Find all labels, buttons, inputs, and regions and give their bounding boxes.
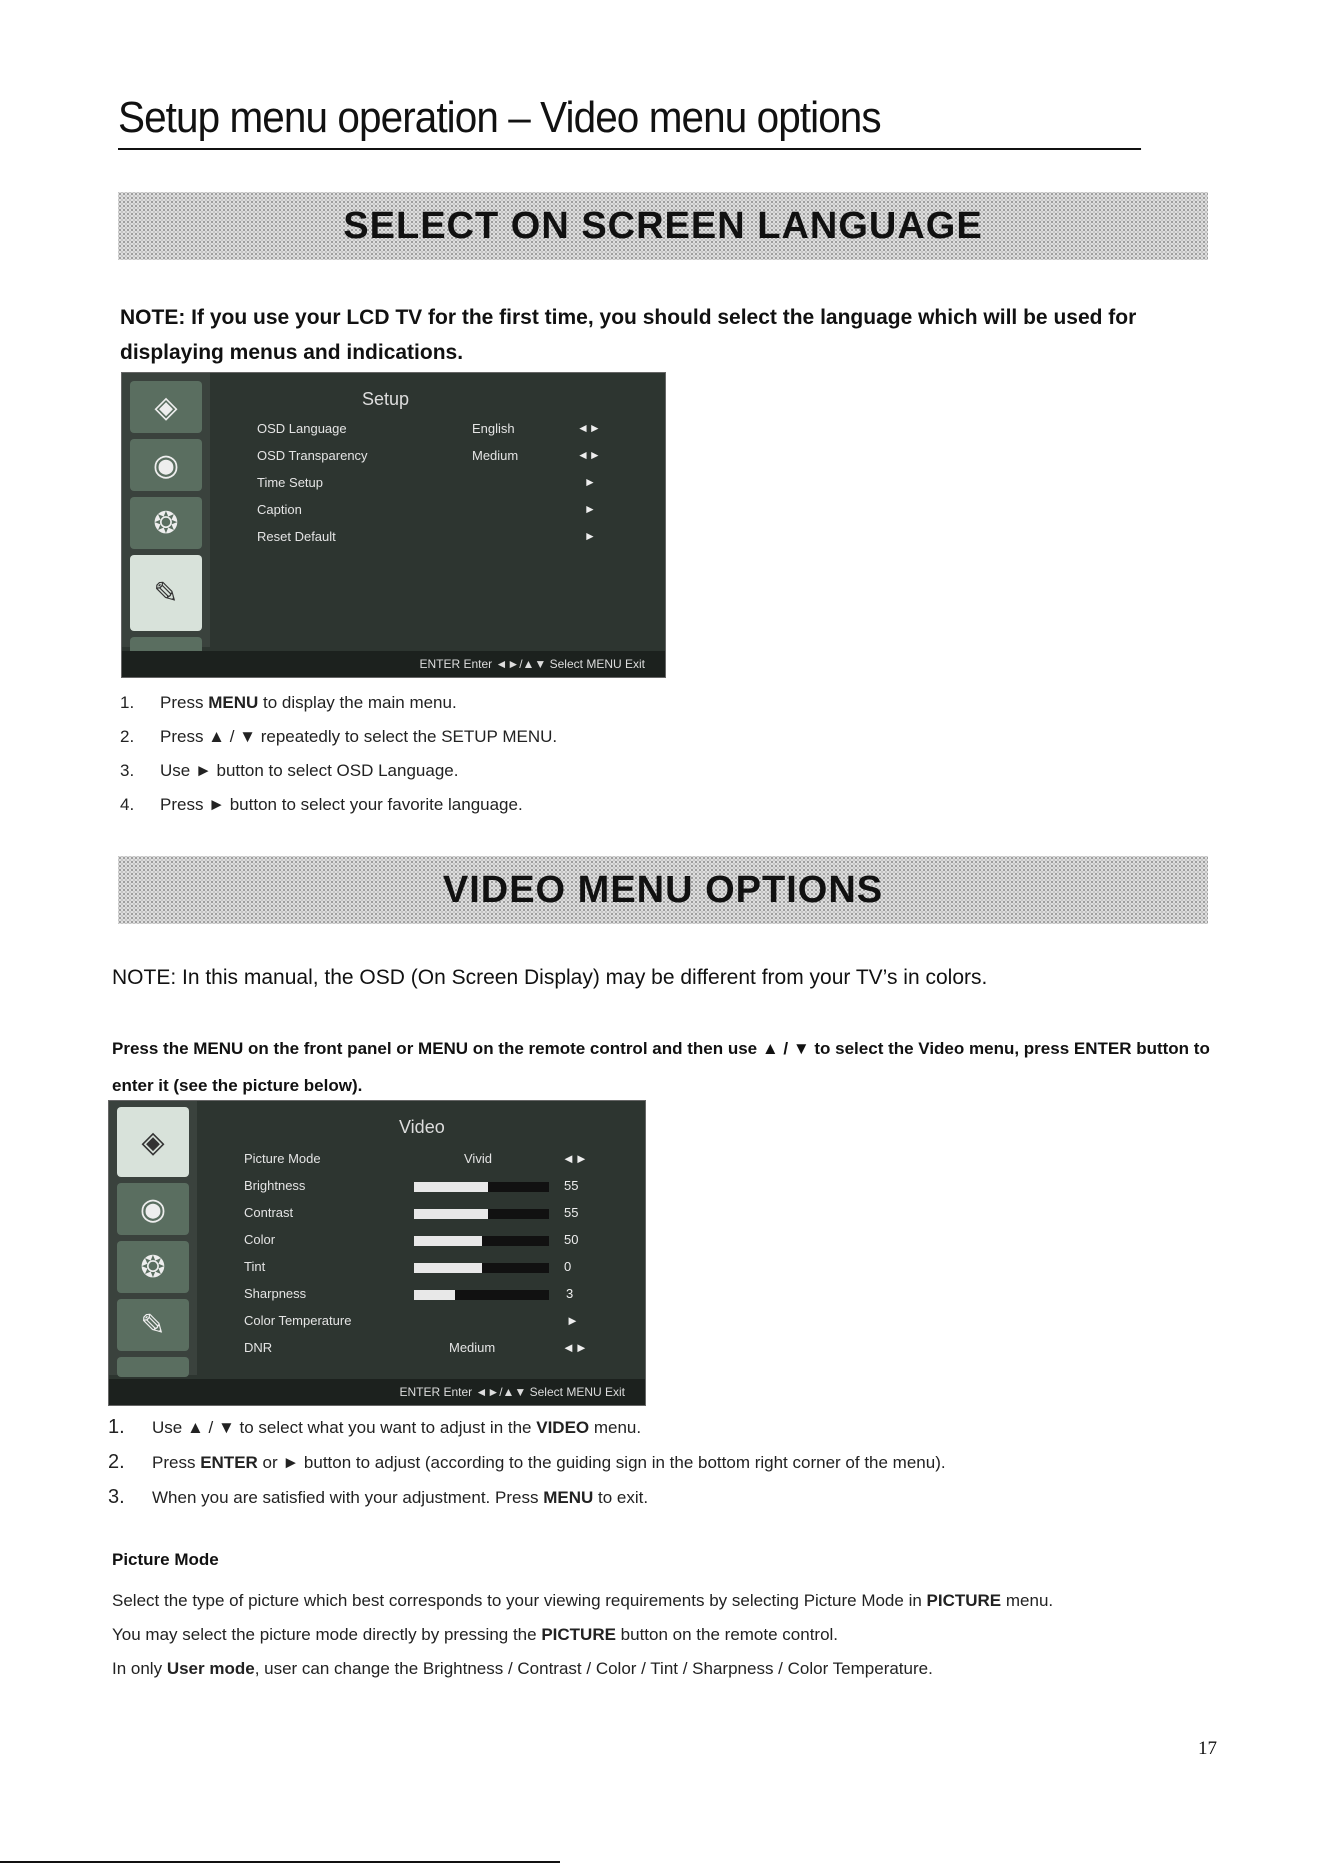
osd-row-num: 3: [566, 1286, 574, 1301]
banner-text: SELECT ON SCREEN LANGUAGE: [343, 204, 983, 247]
paragraph-line: Select the type of picture which best corresponds to your viewing requirements by selecting Picture Mode in PICTURE menu.: [112, 1591, 1054, 1610]
contrast-slider: [414, 1209, 549, 1219]
osd-row-label: OSD Language: [257, 421, 347, 436]
osd-row-label: Color: [244, 1232, 276, 1247]
osd-row-arrow: ►: [584, 475, 596, 489]
osd-row-num: 0: [564, 1259, 572, 1274]
paragraph-line: You may select the picture mode directly by pressing the PICTURE button on the remote control.: [112, 1625, 839, 1644]
osd-sidebar: [109, 1101, 197, 1375]
language-steps: [120, 686, 557, 822]
osd-row-num: 55: [564, 1205, 579, 1220]
sharpness-slider: [414, 1290, 549, 1300]
osd-row-label: Reset Default: [257, 529, 336, 544]
osd-row-value: Vivid: [464, 1151, 492, 1166]
setup-menu-screenshot: [121, 372, 666, 678]
osd-row-num: ◄►: [562, 1340, 588, 1355]
list-item: 1. Press MENU to display the main menu.: [120, 693, 457, 712]
osd-menu-title: Setup: [362, 389, 410, 409]
osd-row-label: Picture Mode: [244, 1151, 321, 1166]
osd-row-label: Caption: [257, 502, 302, 517]
brightness-slider: [414, 1182, 549, 1192]
page-number: 17: [1198, 1738, 1217, 1759]
osd-row-label: Time Setup: [257, 475, 323, 490]
osd-row-arrow: ◄►: [577, 448, 601, 462]
osd-row-label: OSD Transparency: [257, 448, 368, 463]
tint-slider: [414, 1263, 549, 1273]
osd-row-label: DNR: [244, 1340, 273, 1355]
channel-icon: ❂: [130, 497, 202, 549]
list-item: 2. Press ENTER or ► button to adjust (according to the guiding sign in the bottom right corner of the menu).: [108, 1451, 946, 1473]
osd-menu-title: Video: [399, 1117, 445, 1137]
page-title: Setup menu operation – Video menu options: [118, 92, 1141, 150]
osd-row-num: ►: [566, 1313, 579, 1328]
picture-mode-heading: Picture Mode: [112, 1550, 219, 1569]
picture-mode-text: [112, 1584, 1242, 1686]
video-instruction: Press the MENU on the front panel or MENU on the remote control and then use ▲ / ▼ to select the Video menu, press ENTER button to enter it (see the picture below).: [112, 1039, 1210, 1095]
list-item: 2. Press ▲ / ▼ repeatedly to select the SETUP MENU.: [120, 727, 558, 746]
bottom-rule: [0, 1861, 560, 1863]
setup-icon: ✎: [130, 555, 202, 631]
osd-row-num: 55: [564, 1178, 579, 1193]
setup-icon: ✎: [117, 1299, 189, 1351]
section-banner-video: [118, 856, 1208, 924]
video-menu-screenshot: [108, 1100, 646, 1406]
video-steps: [108, 1410, 946, 1515]
osd-row-value: English: [472, 421, 515, 436]
osd-row-arrow: ◄►: [577, 421, 601, 435]
osd-row-num: 50: [564, 1232, 579, 1247]
section-banner-language: [118, 192, 1208, 260]
osd-row-num: ◄►: [562, 1151, 588, 1166]
osd-row-label: Contrast: [244, 1205, 294, 1220]
osd-row-value: Medium: [472, 448, 519, 463]
list-item: 1. Use ▲ / ▼ to select what you want to adjust in the VIDEO menu.: [108, 1416, 642, 1438]
osd-footer: ENTER Enter ◄►/▲▼ Select MENU Exit: [109, 1379, 645, 1405]
osd-row-label: Tint: [244, 1259, 266, 1274]
list-item: 3. When you are satisfied with your adjustment. Press MENU to exit.: [108, 1486, 649, 1508]
picture-icon: ◈: [117, 1107, 189, 1177]
osd-row-label: Sharpness: [244, 1286, 307, 1301]
osd-row-arrow: ►: [584, 502, 596, 516]
picture-icon: ◈: [130, 381, 202, 433]
osd-row-label: Brightness: [244, 1178, 306, 1193]
osd-footer: ENTER Enter ◄►/▲▼ Select MENU Exit: [122, 651, 665, 677]
osd-row-value: Medium: [449, 1340, 496, 1355]
channel-icon: ❂: [117, 1241, 189, 1293]
parental-icon: [117, 1357, 189, 1377]
paragraph-line: In only User mode, user can change the Brightness / Contrast / Color / Tint / Sharpness / Color Temperature.: [112, 1659, 933, 1678]
list-item: 3. Use ► button to select OSD Language.: [120, 761, 459, 780]
sound-icon: ◉: [117, 1183, 189, 1235]
banner-text: VIDEO MENU OPTIONS: [442, 868, 884, 911]
osd-row-label: Color Temperature: [244, 1313, 352, 1328]
osd-row-arrow: ►: [584, 529, 596, 543]
osd-sidebar: [122, 373, 210, 647]
osd-color-note: NOTE: In this manual, the OSD (On Screen Display) may be different from your TV’s in colors.: [112, 966, 988, 989]
list-item: 4. Press ► button to select your favorite language.: [120, 795, 523, 814]
sound-icon: ◉: [130, 439, 202, 491]
first-time-note: NOTE: If you use your LCD TV for the first time, you should select the language which will be used for displaying menus and indications.: [120, 306, 1137, 364]
color-slider: [414, 1236, 549, 1246]
